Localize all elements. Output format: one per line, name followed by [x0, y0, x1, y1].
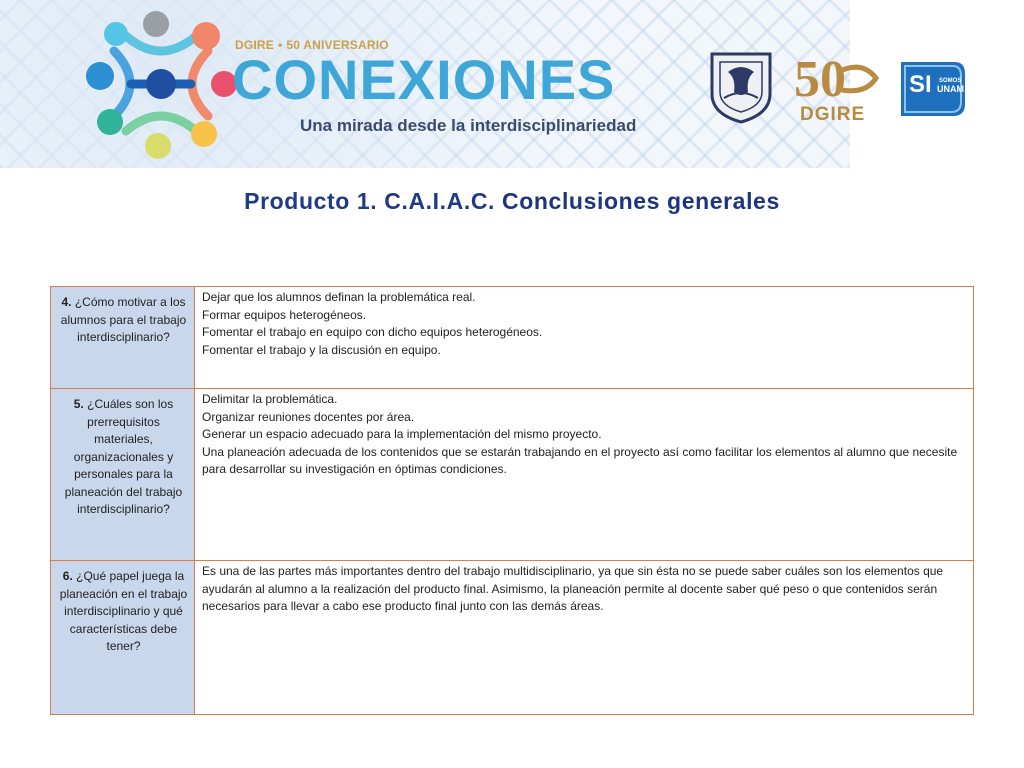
conexiones-logo-icon — [86, 6, 236, 161]
dgire-50-logo-icon — [792, 50, 880, 126]
page-title — [0, 188, 1024, 215]
answer-line: Formar equipos heterogéneos. — [202, 307, 367, 322]
si-unam-top: SI — [909, 71, 932, 98]
answer-cell — [195, 389, 974, 561]
answer-line: Fomentar el trabajo y la discusión en equipo. — [202, 342, 441, 357]
page-title-part1: Producto 1. C.A.I.A.C. — [244, 188, 496, 214]
banner-title: CONEXIONES — [232, 48, 616, 111]
table-row — [51, 287, 974, 389]
page-title-part2: Conclusiones generales — [502, 188, 780, 214]
answer-cell — [195, 287, 974, 389]
banner-eyebrow: DGIRE • 50 ANIVERSARIO — [235, 38, 389, 52]
question-cell — [51, 287, 195, 389]
answer-line: Es una de las partes más importantes dentro del trabajo multidisciplinario, ya que sin ésta no se puede saber cuáles son los elementos que ayudarán al alumno a la realización del producto final. Asimismo, la planeación permite al docente saber qué peso o que contenidos serán necesarios para llevar a cabo ese producto final junto con las demás áreas. — [202, 564, 944, 613]
question-text: ¿Cómo motivar a los alumnos para el trabajo interdisciplinario? — [60, 295, 187, 344]
si-unam-mid: SOMOS — [939, 78, 962, 84]
unam-seal-icon — [706, 48, 776, 124]
si-unam-badge-icon — [893, 54, 969, 124]
dgire-50-number: 50 — [794, 51, 846, 108]
question-number: 6. — [62, 569, 73, 583]
banner-subtitle: Una mirada desde la interdisciplinariedad — [300, 116, 637, 135]
table-row — [51, 561, 974, 715]
question-number: 4. — [61, 295, 72, 309]
question-cell — [51, 389, 195, 561]
question-cell — [51, 561, 195, 715]
answer-line: Organizar reuniones docentes por área. — [202, 409, 415, 424]
answer-line: Fomentar el trabajo en equipo con dicho equipos heterogéneos. — [202, 325, 543, 339]
question-text: ¿Cuáles son los prerrequisitos materiales, organizacionales y personales para la planeación del trabajo interdisciplinario? — [64, 397, 183, 516]
answer-line: Una planeación adecuada de los contenidos que se estarán trabajando en el proyecto así como facilitar los elementos al alumno que necesite para desarrollar su investigación en óptimas condiciones. — [202, 444, 958, 476]
conclusions-table — [50, 286, 974, 715]
answer-cell — [195, 561, 974, 715]
answer-line: Dejar que los alumnos definan la problemática real. — [202, 290, 476, 304]
dgire-50-label: DGIRE — [800, 104, 866, 125]
si-unam-bottom: UNAM — [937, 84, 964, 94]
answer-line: Generar un espacio adecuado para la implementación del mismo proyecto. — [202, 427, 602, 441]
question-number: 5. — [73, 397, 84, 411]
question-text: ¿Qué papel juega la planeación en el trabajo interdisciplinario y qué características debe tener? — [59, 569, 188, 653]
answer-line: Delimitar la problemática. — [202, 392, 338, 406]
table-row — [51, 389, 974, 561]
